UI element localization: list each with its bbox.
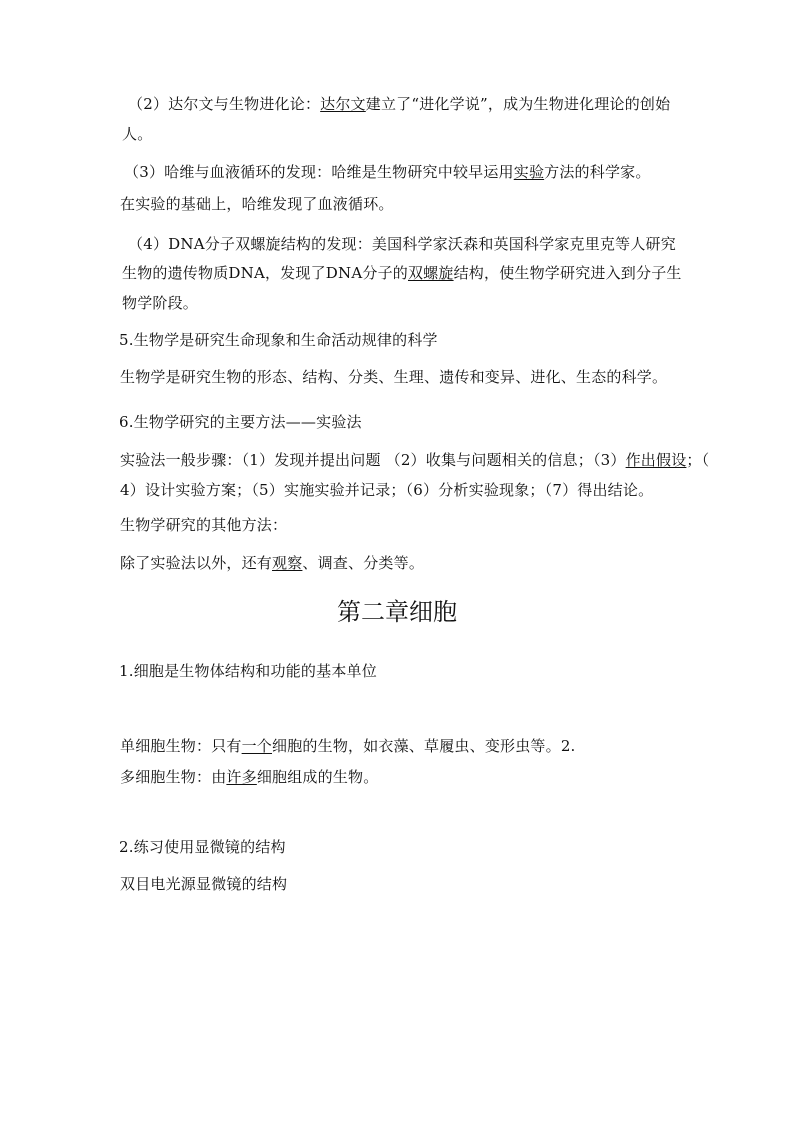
paragraph-darwin-line1 xyxy=(128,94,670,114)
underlined-term: 实验 xyxy=(513,163,545,181)
text: 实验法一般步骤：（1）发现并提出问题 （2）收集与问题相关的信息；（3） xyxy=(120,451,626,469)
section-6-heading: 6.生物学研究的主要方法——实验法 xyxy=(119,413,362,431)
chapter-title: 第二章细胞 xyxy=(337,598,457,626)
text: 除了实验法以外，还有 xyxy=(120,554,273,572)
multicellular-line xyxy=(120,767,378,787)
text: 细胞的生物，如衣藻、草履虫、变形虫等。2. xyxy=(272,737,576,755)
underlined-term: 作出假设 xyxy=(625,451,687,469)
paragraph-dna-line1: （4）DNA分子双螺旋结构的发现：美国科学家沃森和英国科学家克里克等人研究 xyxy=(128,235,676,253)
chapter2-heading-1: 1.细胞是生物体结构和功能的基本单位 xyxy=(119,662,377,680)
section-6-steps-line1 xyxy=(120,450,709,470)
microscope-structure: 双目电光源显微镜的结构 xyxy=(120,875,288,893)
text: ；（ xyxy=(686,451,710,469)
section-5-body: 生物学是研究生物的形态、结构、分类、生理、遗传和变异、进化、生态的科学。 xyxy=(120,368,668,386)
paragraph-harvey-line2: 在实验的基础上，哈维发现了血液循环。 xyxy=(120,195,394,213)
section-5-heading: 5.生物学是研究生命现象和生命活动规律的科学 xyxy=(119,331,438,349)
unicellular-line xyxy=(120,736,576,756)
text: 建立了“进化学说”，成为生物进化理论的创始 xyxy=(365,95,671,113)
chapter2-heading-2: 2.练习使用显微镜的结构 xyxy=(119,838,286,856)
underlined-term: 观察 xyxy=(272,554,303,572)
text: 、调查、分类等。 xyxy=(302,554,425,572)
underlined-term: 双螺旋 xyxy=(407,264,454,282)
text: 细胞组成的生物。 xyxy=(256,768,379,786)
paragraph-harvey-line1 xyxy=(124,162,651,182)
paragraph-dna-line2 xyxy=(122,263,682,283)
text: 单细胞生物：只有 xyxy=(120,737,242,755)
paragraph-darwin-line2: 人。 xyxy=(122,125,153,143)
text: 多细胞生物：由 xyxy=(120,768,227,786)
text: 方法的科学家。 xyxy=(544,163,651,181)
text: （3）哈维与血液循环的发现：哈维是生物研究中较早运用 xyxy=(124,163,514,181)
section-6-other-methods-body xyxy=(120,553,424,573)
paragraph-dna-line3: 物学阶段。 xyxy=(122,294,199,312)
section-6-steps-line2: 4）设计实验方案；（5）实施实验并记录；（6）分析实验现象；（7）得出结论。 xyxy=(120,481,654,499)
section-6-other-methods: 生物学研究的其他方法： xyxy=(120,516,288,534)
underlined-term: 一个 xyxy=(241,737,273,755)
underlined-term: 达尔文 xyxy=(320,95,366,113)
text: （2）达尔文与生物进化论： xyxy=(128,95,321,113)
text: 结构，使生物学研究进入到分子生 xyxy=(453,264,682,282)
underlined-term: 许多 xyxy=(226,768,257,786)
text: 生物的遗传物质DNA，发现了DNA分子的 xyxy=(122,264,408,282)
